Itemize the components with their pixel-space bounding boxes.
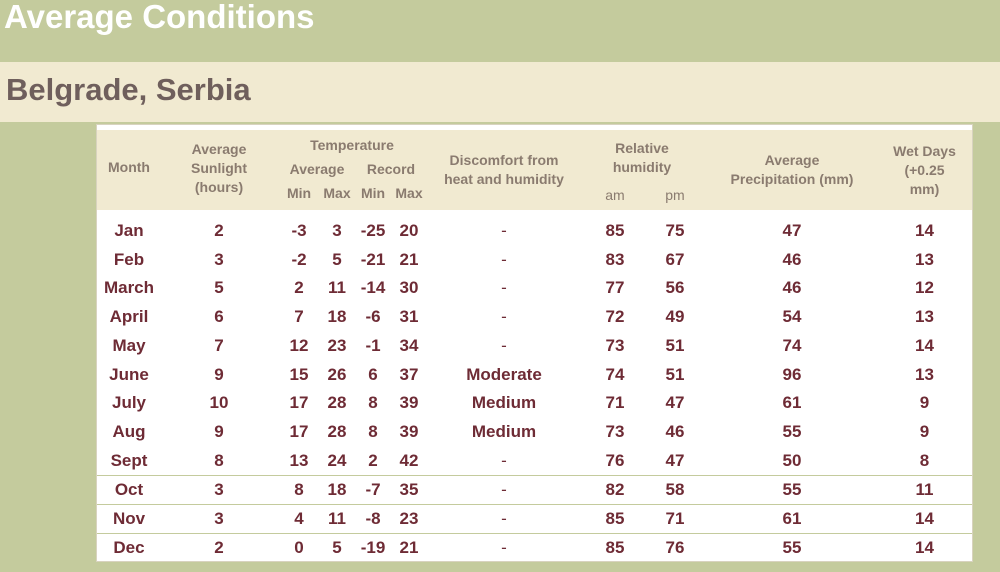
cell-precip: 46	[782, 278, 802, 298]
cell-rec-max: 31	[399, 307, 419, 327]
cell-avg-min: 8	[294, 480, 304, 500]
cell-avg-max: 18	[327, 480, 347, 500]
cell-am: 82	[605, 480, 625, 500]
header-avg-min: Min	[286, 185, 312, 201]
header-wet-days-line: mm)	[909, 181, 940, 197]
cell-avg-max: 11	[328, 278, 346, 298]
cell-rec-max: 42	[399, 450, 419, 470]
cell-avg-min: 0	[294, 537, 304, 557]
cell-precip: 54	[782, 307, 802, 327]
cell-precip: 61	[782, 393, 802, 413]
cell-discomfort: -	[501, 278, 507, 298]
cell-sun: 9	[214, 364, 224, 384]
cell-month: June	[109, 364, 149, 384]
cell-am: 83	[605, 249, 625, 269]
cell-month: Nov	[112, 509, 146, 528]
cell-discomfort: Medium	[471, 393, 537, 413]
cell-avg-min: 15	[289, 364, 309, 384]
cell-pm: 75	[665, 221, 685, 240]
table-row	[97, 533, 972, 562]
header-precipitation-line: Average	[764, 152, 820, 168]
cell-avg-max: 23	[327, 335, 347, 355]
cell-avg-max: 5	[332, 249, 342, 269]
cell-avg-max: 28	[327, 421, 347, 441]
cell-wet: 9	[919, 393, 930, 413]
cell-am: 73	[605, 335, 625, 355]
table-row	[97, 389, 972, 417]
cell-month: March	[103, 278, 155, 298]
header-rec-max: Max	[395, 185, 423, 201]
cell-discomfort: -	[501, 335, 507, 355]
cell-sun: 3	[214, 249, 224, 269]
cell-sun: 2	[214, 537, 224, 557]
cell-rec-min: -8	[365, 509, 381, 528]
cell-month: Oct	[114, 480, 144, 500]
cell-sun: 2	[214, 221, 224, 240]
cell-sun: 10	[209, 393, 229, 413]
cell-month: Jan	[114, 221, 144, 240]
title-bar	[0, 0, 1000, 60]
cell-rec-max: 21	[399, 249, 419, 269]
cell-am: 72	[605, 307, 625, 327]
cell-am: 71	[605, 393, 625, 413]
cell-avg-max: 3	[332, 221, 342, 240]
cell-precip: 96	[782, 364, 802, 384]
header-precipitation	[717, 151, 867, 189]
cell-wet: 14	[915, 335, 934, 355]
cell-wet: 12	[915, 278, 934, 298]
cell-avg-min: 17	[289, 393, 309, 413]
cell-precip: 47	[782, 221, 802, 240]
cell-rec-min: -14	[360, 278, 386, 298]
cell-precip: 61	[782, 509, 802, 528]
cell-month: April	[109, 307, 149, 327]
cell-rec-max: 37	[399, 364, 419, 384]
cell-rec-min: -25	[360, 221, 386, 240]
header-wet-days	[877, 142, 972, 199]
location-bar	[0, 62, 1000, 122]
cell-rec-max: 39	[399, 393, 419, 413]
cell-avg-max: 5	[332, 537, 342, 557]
table-row	[97, 217, 972, 245]
header-sunlight-line: Average	[191, 141, 247, 157]
cell-rec-min: -21	[360, 249, 386, 269]
cell-avg-max: 11	[328, 509, 346, 528]
cell-wet: 13	[915, 249, 934, 269]
climate-table	[96, 124, 973, 562]
cell-pm: 46	[665, 421, 685, 441]
cell-month: Feb	[113, 249, 145, 269]
cell-precip: 50	[782, 450, 802, 470]
cell-rec-min: 8	[368, 421, 378, 441]
cell-month: May	[112, 335, 146, 355]
cell-wet: 14	[915, 221, 934, 240]
header-am: am	[605, 187, 625, 203]
cell-rec-max: 39	[399, 421, 419, 441]
cell-sun: 8	[214, 450, 224, 470]
cell-wet: 14	[915, 537, 934, 557]
cell-pm: 71	[665, 509, 685, 528]
cell-avg-max: 26	[327, 364, 347, 384]
cell-avg-min: 4	[294, 509, 304, 528]
table-row	[97, 504, 972, 533]
header-humidity-line: humidity	[612, 159, 672, 175]
cell-precip: 55	[782, 421, 802, 441]
cell-sun: 6	[214, 307, 224, 327]
header-discomfort	[429, 151, 579, 189]
cell-discomfort: -	[501, 509, 507, 528]
location-title: Belgrade, Serbia	[6, 72, 251, 107]
cell-rec-max: 35	[399, 480, 419, 500]
cell-pm: 47	[665, 450, 685, 470]
cell-precip: 55	[782, 480, 802, 500]
cell-sun: 3	[214, 480, 224, 500]
header-sunlight	[177, 140, 261, 197]
page-title: Average Conditions	[4, 0, 315, 35]
cell-wet: 8	[919, 450, 930, 470]
cell-rec-max: 21	[399, 537, 419, 557]
cell-precip: 55	[782, 537, 802, 557]
cell-pm: 67	[665, 249, 685, 269]
cell-month: Aug	[112, 421, 146, 441]
cell-am: 85	[605, 537, 625, 557]
cell-rec-min: -1	[365, 335, 381, 355]
cell-avg-min: 13	[289, 450, 309, 470]
cell-pm: 76	[665, 537, 685, 557]
cell-precip: 46	[782, 249, 802, 269]
header-temperature: Temperature	[310, 137, 394, 153]
cell-avg-min: -3	[291, 221, 307, 240]
cell-wet: 13	[915, 307, 934, 327]
cell-sun: 3	[214, 509, 224, 528]
cell-discomfort: -	[501, 480, 507, 500]
cell-rec-min: -7	[365, 480, 381, 500]
cell-avg-min: 7	[294, 307, 304, 327]
cell-avg-max: 24	[327, 450, 347, 470]
cell-precip: 74	[782, 335, 802, 355]
cell-am: 85	[605, 509, 625, 528]
cell-am: 85	[605, 221, 625, 240]
cell-wet: 13	[915, 364, 934, 384]
cell-avg-min: 12	[289, 335, 309, 355]
table-header	[97, 130, 972, 210]
header-discomfort-line: heat and humidity	[444, 171, 564, 187]
table-row	[97, 332, 972, 360]
cell-discomfort: -	[501, 249, 507, 269]
cell-sun: 5	[214, 278, 224, 298]
cell-rec-max: 30	[399, 278, 419, 298]
table-row	[97, 475, 972, 504]
cell-am: 76	[605, 450, 625, 470]
cell-discomfort: -	[501, 221, 507, 240]
cell-sun: 9	[214, 421, 224, 441]
header-humidity	[587, 139, 697, 177]
cell-avg-max: 28	[327, 393, 347, 413]
cell-pm: 49	[665, 307, 685, 327]
header-temp-average: Average	[289, 161, 345, 177]
cell-sun: 7	[214, 335, 224, 355]
cell-rec-max: 20	[399, 221, 419, 240]
cell-month: Dec	[113, 537, 145, 557]
cell-am: 73	[605, 421, 625, 441]
cell-rec-max: 34	[399, 335, 419, 355]
cell-discomfort: -	[501, 307, 507, 327]
cell-rec-min: -6	[365, 307, 381, 327]
cell-pm: 58	[665, 480, 685, 500]
cell-discomfort: Medium	[471, 421, 537, 441]
header-precipitation-line: Precipitation (mm)	[730, 171, 854, 187]
header-discomfort-line: Discomfort from	[449, 152, 559, 168]
header-pm: pm	[665, 187, 685, 203]
cell-am: 74	[605, 364, 625, 384]
cell-pm: 56	[665, 278, 685, 298]
cell-avg-min: -2	[291, 249, 307, 269]
cell-pm: 51	[665, 364, 685, 384]
cell-rec-min: 6	[368, 364, 378, 384]
header-wet-days-line: (+0.25	[904, 162, 945, 178]
cell-discomfort: -	[501, 537, 507, 557]
cell-pm: 47	[665, 393, 685, 413]
header-sunlight-line: Sunlight	[191, 160, 247, 176]
table-row	[97, 447, 972, 475]
cell-pm: 51	[665, 335, 685, 355]
cell-avg-min: 2	[294, 278, 304, 298]
cell-discomfort: Moderate	[466, 364, 542, 384]
cell-month: July	[111, 393, 147, 413]
cell-wet: 11	[915, 480, 934, 500]
cell-wet: 9	[919, 421, 930, 441]
cell-rec-min: 2	[368, 450, 378, 470]
cell-avg-max: 18	[327, 307, 347, 327]
cell-rec-min: 8	[368, 393, 378, 413]
header-sunlight-line: (hours)	[194, 179, 244, 195]
cell-wet: 14	[915, 509, 934, 528]
table-row	[97, 246, 972, 274]
table-row	[97, 418, 972, 446]
header-humidity-line: Relative	[615, 140, 669, 156]
table-row	[97, 361, 972, 389]
header-rec-min: Min	[360, 185, 386, 201]
header-wet-days-line: Wet Days	[893, 143, 956, 159]
table-row	[97, 274, 972, 302]
table-row	[97, 303, 972, 331]
header-month: Month	[108, 159, 150, 175]
header-temp-record: Record	[366, 161, 416, 177]
header-avg-max: Max	[323, 185, 351, 201]
cell-avg-min: 17	[289, 421, 309, 441]
cell-rec-min: -19	[360, 537, 386, 557]
cell-month: Sept	[110, 450, 148, 470]
cell-discomfort: -	[501, 450, 507, 470]
cell-am: 77	[605, 278, 625, 298]
cell-rec-max: 23	[399, 509, 419, 528]
